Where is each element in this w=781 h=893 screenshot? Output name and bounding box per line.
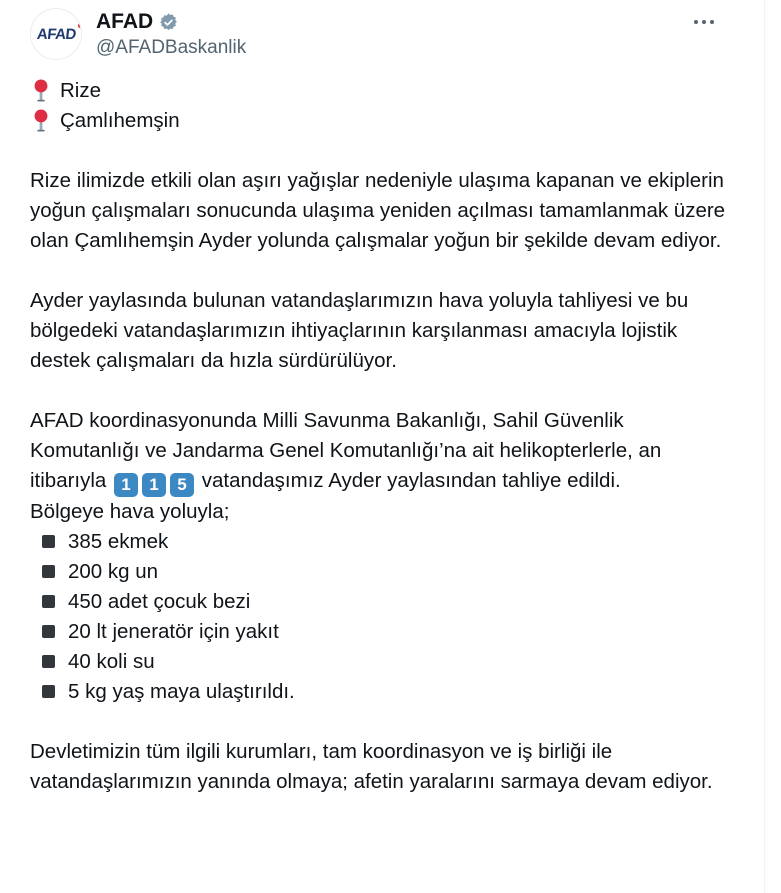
paragraph-evacuation [30, 406, 734, 497]
supply-item-text: 20 lt jeneratör için yakıt [68, 619, 279, 643]
display-name-row[interactable] [96, 9, 246, 35]
black-square-bullet-icon [42, 655, 55, 668]
afad-logo-dot [77, 23, 82, 28]
supply-item [42, 617, 734, 647]
supply-item-text: 5 kg yaş maya ulaştırıldı. [68, 679, 295, 703]
location-text: Çamlıhemşin [60, 109, 180, 132]
keycap-digit-icon: 1 [142, 473, 166, 497]
tweet-header [30, 8, 734, 60]
supply-item-text: 40 koli su [68, 649, 155, 673]
afad-logo [36, 26, 77, 43]
round-pushpin-icon [30, 79, 52, 103]
supply-item [42, 647, 734, 677]
tweet-body [30, 76, 734, 797]
location-line [30, 106, 734, 136]
paragraph-closing: Devletimizin tüm ilgili kurumları, tam koordinasyon ve iş birliği ile vatandaşlarımızın yanında olmaya; afetin yaralarını sarmaya devam ediyor. [30, 739, 713, 793]
keycap-digit-icon: 1 [114, 473, 138, 497]
paragraph-logistics: Ayder yaylasında bulunan vatandaşlarımızın hava yoluyla tahliyesi ve bu bölgedeki vatandaşlarımızın ihtiyaçlarının karşılanması amacıyla lojistik destek çalışmaları da hızla sürdürülüyor. [30, 289, 689, 372]
supply-item [42, 677, 734, 707]
supply-item-text: 200 kg un [68, 559, 159, 583]
afad-logo-text: AFAD [35, 25, 77, 43]
display-name[interactable]: AFAD [96, 10, 154, 33]
black-square-bullet-icon [42, 625, 55, 638]
supply-list [30, 497, 734, 707]
location-line [30, 76, 734, 106]
location-text: Rize [60, 79, 102, 102]
round-pushpin-icon [30, 109, 52, 133]
supply-item [42, 587, 734, 617]
more-menu-icon[interactable] [688, 14, 720, 30]
supply-item-text: 450 adet çocuk bezi [68, 589, 251, 613]
keycap-digit-icon: 5 [170, 473, 194, 497]
location-lines [30, 76, 734, 136]
supply-item [42, 527, 734, 557]
name-block [96, 8, 246, 60]
avatar[interactable] [30, 8, 82, 60]
supply-item [42, 557, 734, 587]
evacuated-count [112, 469, 196, 492]
black-square-bullet-icon [42, 595, 55, 608]
verified-badge-icon [158, 12, 179, 33]
supply-list-intro: Bölgeye hava yoluyla; [30, 499, 230, 523]
evacuation-text-after: vatandaşımız Ayder yaylasından tahliye edildi. [196, 469, 621, 492]
black-square-bullet-icon [42, 565, 55, 578]
black-square-bullet-icon [42, 535, 55, 548]
user-handle[interactable]: @AFADBaskanlik [96, 37, 247, 58]
paragraph-road-works: Rize ilimizde etkili olan aşırı yağışlar nedeniyle ulaşıma kapanan ve ekiplerin yoğun çalışmaları sonucunda ulaşıma yeniden açılması tamamlanmak üzere olan Çamlıhemşin Ayder yolunda çalışmalar yoğun bir şekilde devam ediyor. [30, 169, 726, 252]
evacuation-text-before: AFAD koordinasyonunda Milli Savunma Bakanlığı, Sahil Güvenlik Komutanlığı ve Jandarma Genel Komutanlığı’na ait helikopterlerle, an itibarıyla [30, 409, 662, 492]
black-square-bullet-icon [42, 685, 55, 698]
supply-item-text: 385 ekmek [68, 529, 169, 553]
